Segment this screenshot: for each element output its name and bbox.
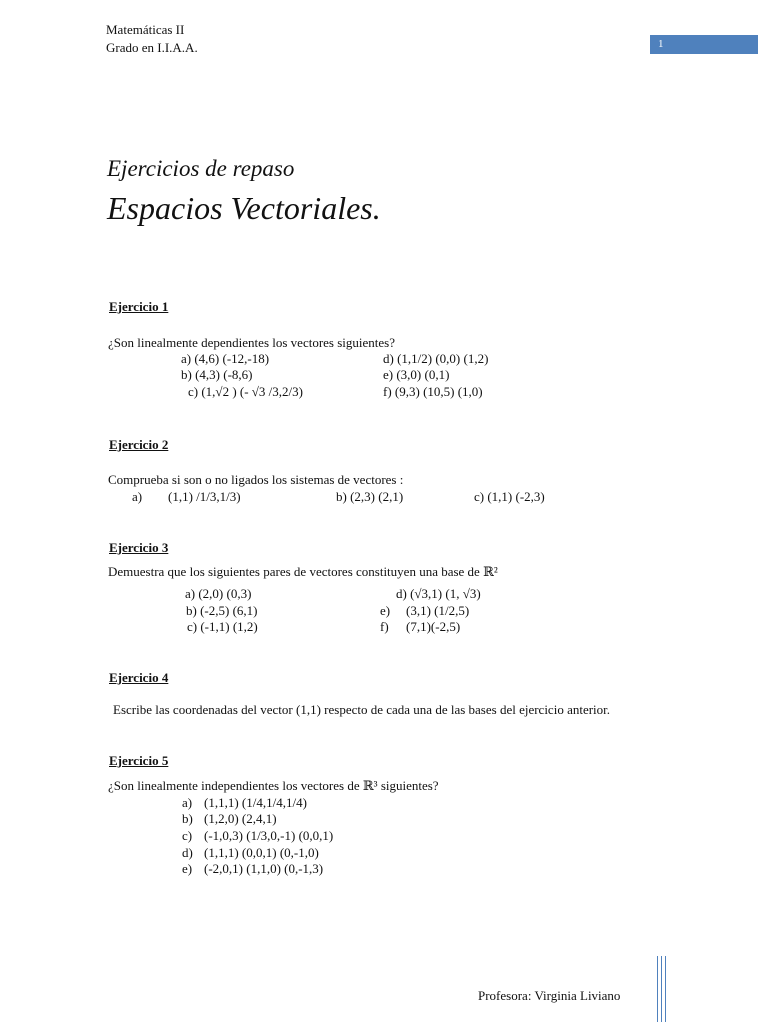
exercise-3-item-f: (7,1)(-2,5) <box>406 619 461 634</box>
exercise-1-item-c: c) (1,√2 ) (- √3 /3,2/3) <box>188 384 303 399</box>
exercise-3-item-d: d) (√3,1) (1, √3) <box>396 586 481 601</box>
exercise-1-item-f: f) (9,3) (10,5) (1,0) <box>383 384 483 399</box>
exercise-4-title: Ejercicio 4 <box>109 670 169 685</box>
exercise-1-title: Ejercicio 1 <box>109 299 169 314</box>
exercise-5-item-a-label: a) <box>182 795 193 810</box>
exercise-3-question: Demuestra que los siguientes pares de vectores constituyen una base de ℝ² <box>108 564 498 579</box>
footer-rule-lines <box>657 956 666 1022</box>
exercise-4-question: Escribe las coordenadas del vector (1,1) respecto de cada una de las bases del ejercicio anterior. <box>113 702 611 717</box>
exercise-3-item-c: c) (-1,1) (1,2) <box>187 619 258 634</box>
exercise-5-question: ¿Son linealmente independientes los vectores de ℝ³ siguientes? <box>108 778 439 793</box>
exercise-1-item-b: b) (4,3) (-8,6) <box>181 367 253 382</box>
exercise-5-item-d: (1,1,1) (0,0,1) (0,-1,0) <box>204 845 319 860</box>
exercise-1-item-a: a) (4,6) (-12,-18) <box>181 351 270 366</box>
footer-author: Profesora: Virginia Liviano <box>478 988 621 1003</box>
exercise-2-item-a: (1,1) /1/3,1/3) <box>168 489 241 504</box>
exercise-5-item-e-label: e) <box>182 861 193 876</box>
exercise-3-title: Ejercicio 3 <box>109 540 169 555</box>
exercise-5-item-b-label: b) <box>182 811 193 826</box>
exercise-3-item-b: b) (-2,5) (6,1) <box>186 603 258 618</box>
exercise-1-question: ¿Son linealmente dependientes los vectores siguientes? <box>108 335 395 350</box>
exercise-5-title: Ejercicio 5 <box>109 753 169 768</box>
page-number: 1 <box>658 38 664 50</box>
exercise-2-title: Ejercicio 2 <box>109 437 169 452</box>
exercise-2-item-c: c) (1,1) (-2,3) <box>474 489 545 504</box>
exercise-2-item-b: b) (2,3) (2,1) <box>336 489 404 504</box>
exercise-5-item-c-label: c) <box>182 828 193 843</box>
exercise-2-question: Comprueba si son o no ligados los sistemas de vectores : <box>108 472 404 487</box>
exercise-3-item-a: a) (2,0) (0,3) <box>185 586 252 601</box>
exercise-5-item-e: (-2,0,1) (1,1,0) (0,-1,3) <box>204 861 324 876</box>
exercise-5-item-b: (1,2,0) (2,4,1) <box>204 811 277 826</box>
document-title: Espacios Vectoriales. <box>107 190 381 226</box>
exercise-3-item-f-label: f) <box>380 619 389 634</box>
course-name: Matemáticas II <box>106 22 185 37</box>
exercise-2-item-a-label: a) <box>132 489 143 504</box>
exercise-5-item-d-label: d) <box>182 845 193 860</box>
exercise-5-item-c: (-1,0,3) (1/3,0,-1) (0,0,1) <box>204 828 334 843</box>
exercise-5-item-a: (1,1,1) (1/4,1/4,1/4) <box>204 795 307 810</box>
document-subtitle: Ejercicios de repaso <box>107 156 295 181</box>
degree-name: Grado en I.I.A.A. <box>106 40 198 55</box>
exercise-1-item-e: e) (3,0) (0,1) <box>383 367 450 382</box>
exercise-3-item-e-label: e) <box>380 603 391 618</box>
exercise-3-item-e: (3,1) (1/2,5) <box>406 603 470 618</box>
page-number-box <box>650 35 758 54</box>
exercise-1-item-d: d) (1,1/2) (0,0) (1,2) <box>383 351 489 366</box>
